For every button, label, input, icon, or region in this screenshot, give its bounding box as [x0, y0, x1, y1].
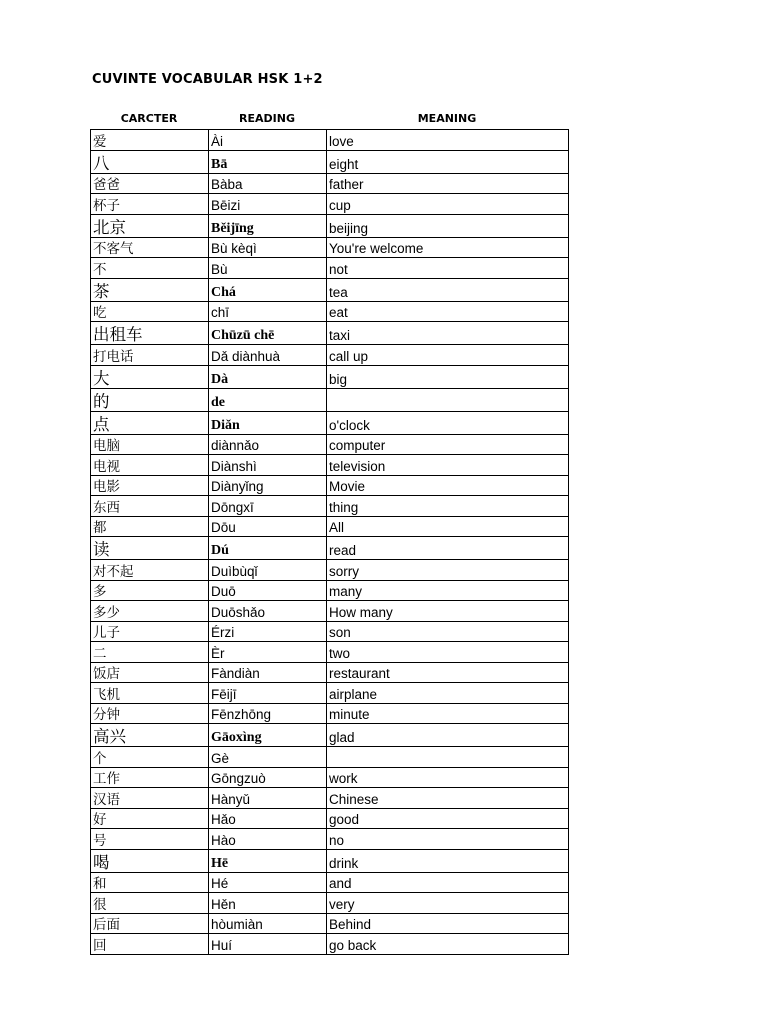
table-row — [91, 496, 569, 517]
cell-meaning: and — [327, 872, 569, 893]
cell-character: 点 — [91, 411, 209, 434]
cell-reading: hòumiàn — [209, 913, 327, 934]
table-row — [91, 258, 569, 279]
cell-character: 八 — [91, 150, 209, 173]
cell-meaning: airplane — [327, 683, 569, 704]
cell-meaning: many — [327, 580, 569, 601]
table-row — [91, 747, 569, 768]
table-row — [91, 872, 569, 893]
cell-meaning: eight — [327, 150, 569, 173]
cell-meaning: Behind — [327, 913, 569, 934]
cell-character: 好 — [91, 808, 209, 829]
cell-meaning: son — [327, 621, 569, 642]
cell-character: 多少 — [91, 601, 209, 622]
cell-character: 汉语 — [91, 788, 209, 809]
header-reading: READING — [239, 112, 295, 125]
table-row — [91, 788, 569, 809]
table-row — [91, 516, 569, 537]
table-row — [91, 237, 569, 258]
cell-meaning: minute — [327, 703, 569, 724]
cell-meaning: go back — [327, 934, 569, 955]
cell-meaning: call up — [327, 345, 569, 366]
table-row — [91, 322, 569, 345]
cell-meaning: Movie — [327, 475, 569, 496]
cell-character: 饭店 — [91, 662, 209, 683]
vocabulary-table-body — [91, 130, 569, 955]
cell-reading: Dú — [209, 537, 327, 560]
table-row — [91, 278, 569, 301]
cell-reading: Chá — [209, 278, 327, 301]
cell-meaning: taxi — [327, 322, 569, 345]
cell-reading: Hànyǔ — [209, 788, 327, 809]
vocabulary-table — [90, 129, 569, 955]
table-row — [91, 560, 569, 581]
cell-meaning: glad — [327, 724, 569, 747]
cell-reading: Diǎn — [209, 411, 327, 434]
table-row — [91, 455, 569, 476]
table-row — [91, 475, 569, 496]
cell-reading: Hǎo — [209, 808, 327, 829]
cell-meaning: read — [327, 537, 569, 560]
cell-reading: Gōngzuò — [209, 767, 327, 788]
cell-reading: Chūzū chē — [209, 322, 327, 345]
cell-character: 对不起 — [91, 560, 209, 581]
cell-reading: Dōu — [209, 516, 327, 537]
table-row — [91, 173, 569, 194]
cell-reading: Gāoxìng — [209, 724, 327, 747]
document-title: CUVINTE VOCABULAR HSK 1+2 — [92, 72, 323, 87]
table-row — [91, 808, 569, 829]
cell-character: 和 — [91, 872, 209, 893]
cell-character: 不客气 — [91, 237, 209, 258]
cell-character: 二 — [91, 642, 209, 663]
cell-reading: Ài — [209, 130, 327, 151]
cell-reading: Bù — [209, 258, 327, 279]
cell-reading: Hē — [209, 849, 327, 872]
cell-meaning — [327, 388, 569, 411]
table-row — [91, 893, 569, 914]
cell-meaning: beijing — [327, 214, 569, 237]
cell-character: 后面 — [91, 913, 209, 934]
table-row — [91, 601, 569, 622]
cell-meaning: two — [327, 642, 569, 663]
cell-meaning — [327, 747, 569, 768]
cell-character: 分钟 — [91, 703, 209, 724]
cell-character: 儿子 — [91, 621, 209, 642]
table-row — [91, 829, 569, 850]
cell-reading: Duōshǎo — [209, 601, 327, 622]
cell-character: 回 — [91, 934, 209, 955]
table-row — [91, 411, 569, 434]
cell-meaning: very — [327, 893, 569, 914]
cell-reading: Hěn — [209, 893, 327, 914]
table-row — [91, 365, 569, 388]
cell-character: 很 — [91, 893, 209, 914]
cell-character: 打电话 — [91, 345, 209, 366]
cell-meaning: How many — [327, 601, 569, 622]
cell-reading: Gè — [209, 747, 327, 768]
cell-character: 高兴 — [91, 724, 209, 747]
table-row — [91, 580, 569, 601]
cell-character: 个 — [91, 747, 209, 768]
cell-meaning: All — [327, 516, 569, 537]
cell-meaning: no — [327, 829, 569, 850]
cell-reading: Diànyǐng — [209, 475, 327, 496]
cell-character: 东西 — [91, 496, 209, 517]
cell-character: 北京 — [91, 214, 209, 237]
cell-character: 大 — [91, 365, 209, 388]
table-row — [91, 388, 569, 411]
cell-character: 杯子 — [91, 194, 209, 215]
table-row — [91, 150, 569, 173]
table-row — [91, 662, 569, 683]
table-row — [91, 934, 569, 955]
cell-meaning: restaurant — [327, 662, 569, 683]
cell-character: 号 — [91, 829, 209, 850]
cell-reading: Bā — [209, 150, 327, 173]
table-row — [91, 703, 569, 724]
cell-meaning: television — [327, 455, 569, 476]
cell-meaning: You're welcome — [327, 237, 569, 258]
cell-reading: Diànshì — [209, 455, 327, 476]
cell-meaning: cup — [327, 194, 569, 215]
table-row — [91, 434, 569, 455]
cell-reading: diànnǎo — [209, 434, 327, 455]
cell-meaning: sorry — [327, 560, 569, 581]
cell-meaning: love — [327, 130, 569, 151]
table-row — [91, 345, 569, 366]
cell-character: 的 — [91, 388, 209, 411]
cell-reading: Duìbùqǐ — [209, 560, 327, 581]
cell-character: 都 — [91, 516, 209, 537]
cell-meaning: good — [327, 808, 569, 829]
cell-character: 不 — [91, 258, 209, 279]
table-row — [91, 214, 569, 237]
cell-character: 读 — [91, 537, 209, 560]
table-row — [91, 621, 569, 642]
table-row — [91, 849, 569, 872]
cell-meaning: not — [327, 258, 569, 279]
cell-reading: Huí — [209, 934, 327, 955]
cell-character: 电视 — [91, 455, 209, 476]
cell-meaning: drink — [327, 849, 569, 872]
cell-reading: Érzi — [209, 621, 327, 642]
cell-meaning: o'clock — [327, 411, 569, 434]
cell-character: 出租车 — [91, 322, 209, 345]
cell-reading: Duō — [209, 580, 327, 601]
table-header-row — [90, 110, 568, 128]
cell-reading: Bù kèqì — [209, 237, 327, 258]
table-row — [91, 194, 569, 215]
cell-meaning: thing — [327, 496, 569, 517]
cell-character: 工作 — [91, 767, 209, 788]
cell-reading: Fēnzhōng — [209, 703, 327, 724]
cell-meaning: Chinese — [327, 788, 569, 809]
cell-reading: Dà — [209, 365, 327, 388]
cell-meaning: big — [327, 365, 569, 388]
cell-character: 爸爸 — [91, 173, 209, 194]
cell-reading: Bàba — [209, 173, 327, 194]
cell-reading: Hào — [209, 829, 327, 850]
table-row — [91, 724, 569, 747]
header-character: CARCTER — [120, 112, 178, 125]
cell-meaning: tea — [327, 278, 569, 301]
cell-character: 飞机 — [91, 683, 209, 704]
table-row — [91, 767, 569, 788]
cell-meaning: work — [327, 767, 569, 788]
cell-reading: chī — [209, 301, 327, 322]
cell-character: 电影 — [91, 475, 209, 496]
cell-character: 茶 — [91, 278, 209, 301]
cell-character: 电脑 — [91, 434, 209, 455]
table-row — [91, 642, 569, 663]
cell-reading: de — [209, 388, 327, 411]
cell-meaning: eat — [327, 301, 569, 322]
cell-character: 喝 — [91, 849, 209, 872]
cell-meaning: computer — [327, 434, 569, 455]
cell-character: 爱 — [91, 130, 209, 151]
cell-character: 多 — [91, 580, 209, 601]
table-row — [91, 913, 569, 934]
header-meaning: MEANING — [417, 112, 477, 125]
cell-character: 吃 — [91, 301, 209, 322]
table-row — [91, 301, 569, 322]
table-row — [91, 537, 569, 560]
table-row — [91, 130, 569, 151]
cell-reading: Èr — [209, 642, 327, 663]
cell-reading: Dōngxī — [209, 496, 327, 517]
cell-reading: Fàndiàn — [209, 662, 327, 683]
cell-reading: Hé — [209, 872, 327, 893]
cell-reading: Dǎ diànhuà — [209, 345, 327, 366]
cell-meaning: father — [327, 173, 569, 194]
cell-reading: Běijīng — [209, 214, 327, 237]
cell-reading: Bēizi — [209, 194, 327, 215]
cell-reading: Fēijī — [209, 683, 327, 704]
table-row — [91, 683, 569, 704]
